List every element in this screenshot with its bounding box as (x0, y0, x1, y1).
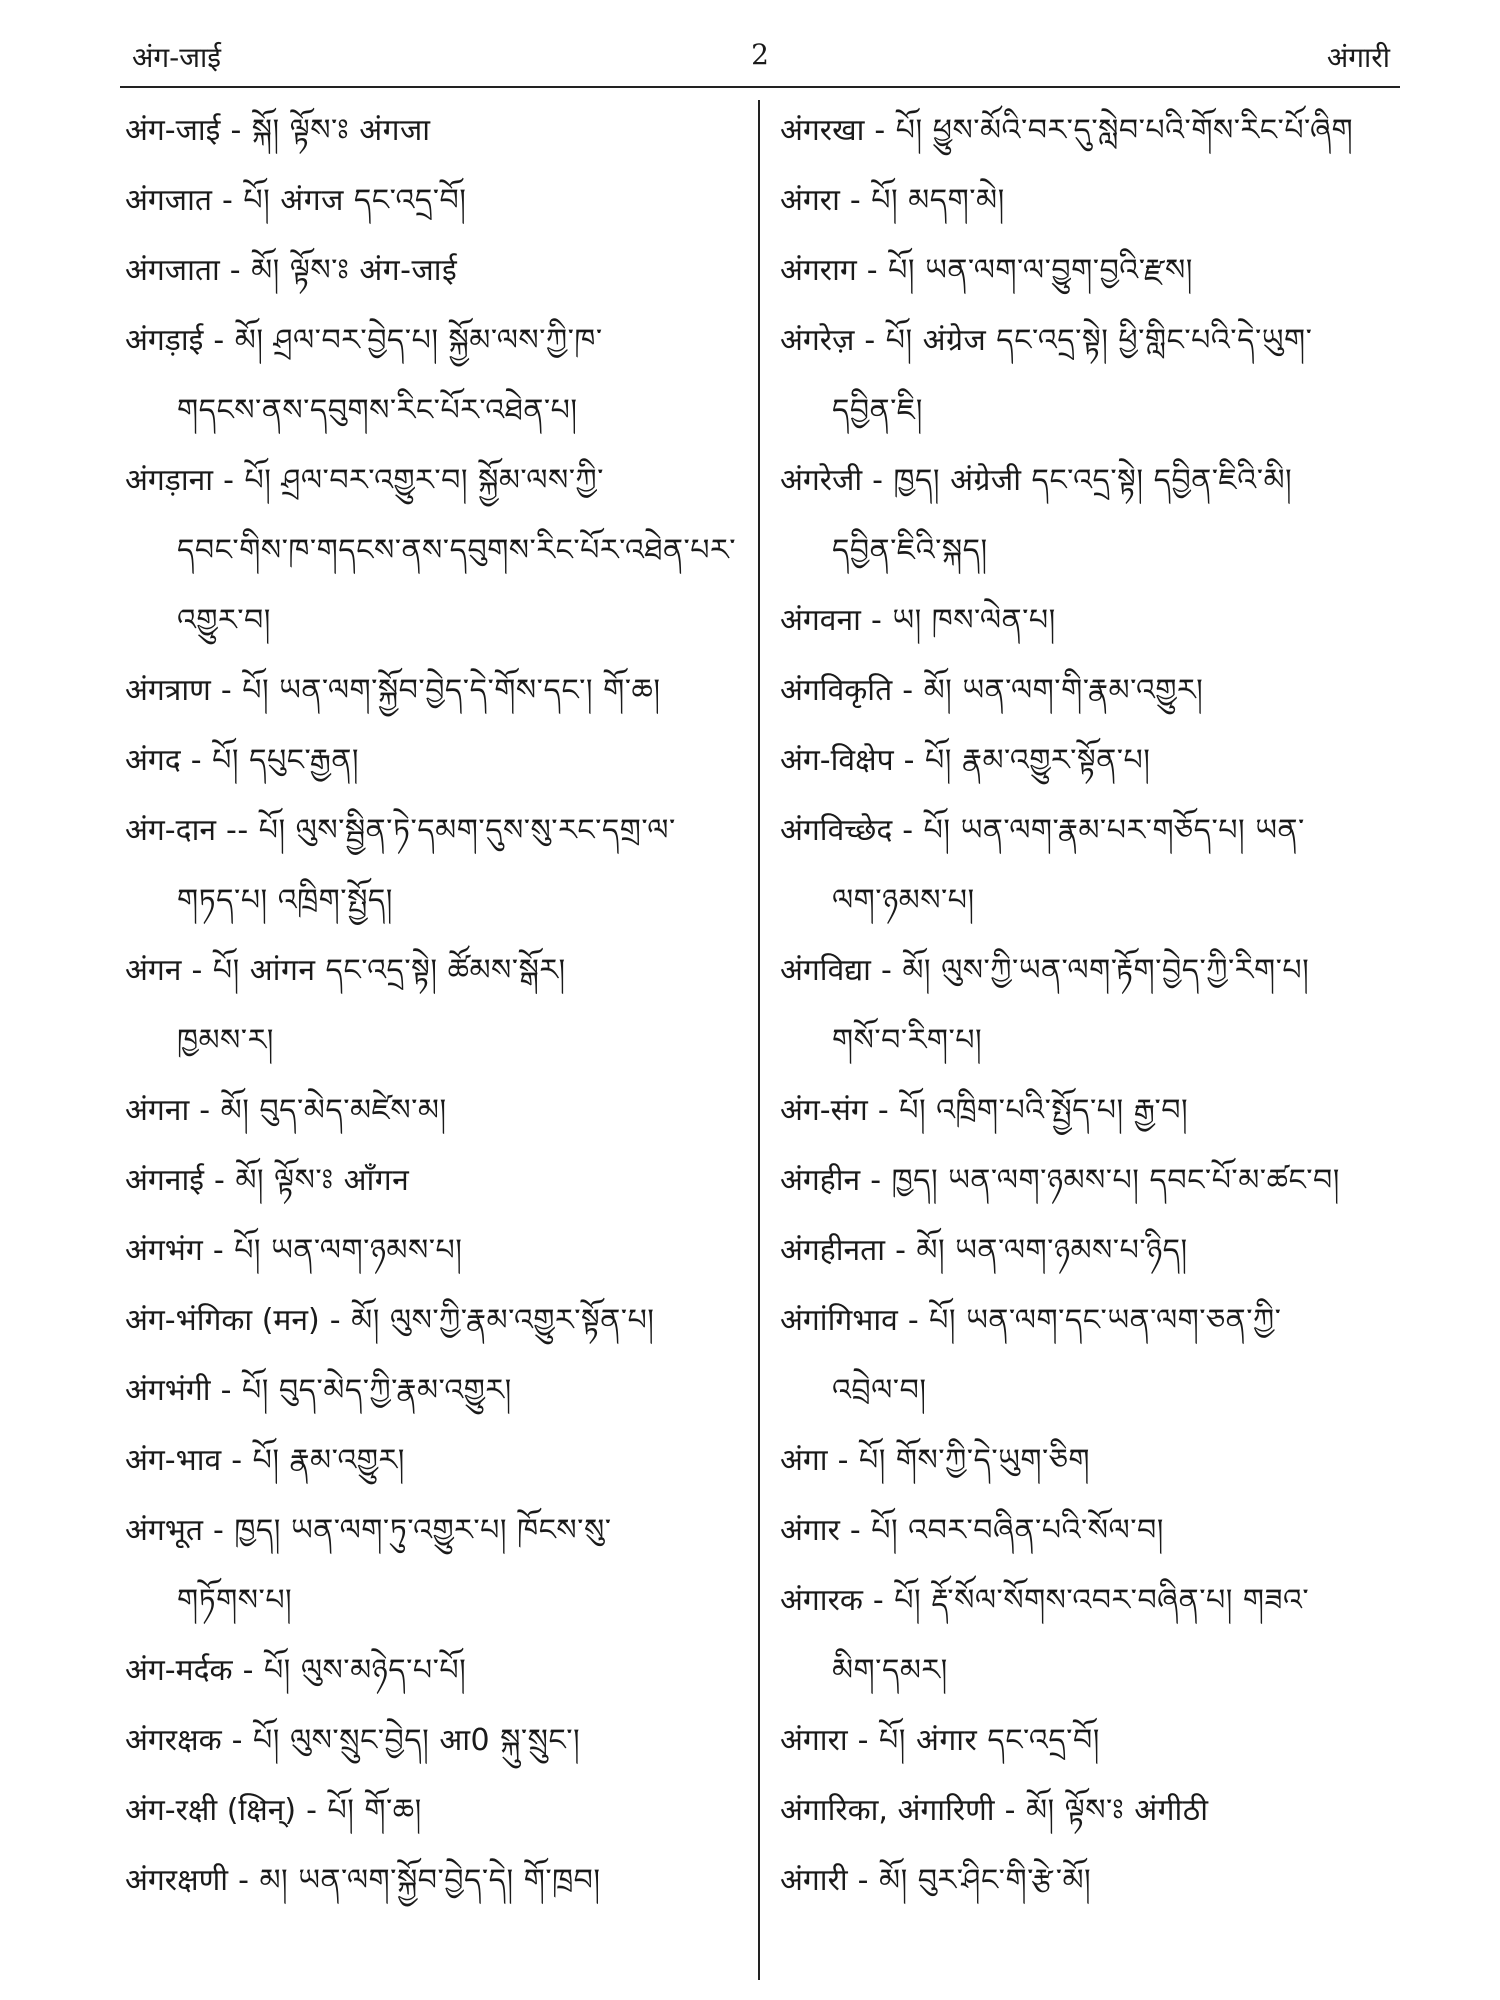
dictionary-entry (125, 306, 750, 376)
entry-definition: གདངས་ནས་དབུགས་རིང་པོར་འཐེན་པ། (177, 393, 578, 428)
entry-definition: - པོ། གོ་ཆ། (296, 1793, 422, 1828)
dictionary-entry (125, 1216, 750, 1286)
entry-definition: འགྱུར་བ། (177, 603, 271, 638)
entry-definition: ཁྱམས་ར། (177, 1023, 274, 1058)
entry-definition: མིག་དམར། (832, 1653, 948, 1688)
entry-definition: - པོ། འབར་བཞིན་པའི་སོལ་བ། (839, 1513, 1164, 1548)
dictionary-entry (125, 446, 750, 516)
dictionary-entry (780, 656, 1405, 726)
entry-headword: अंग-मर्दक (125, 1653, 233, 1688)
entry-headword: अंगारा (780, 1723, 848, 1758)
entry-headword: अंग-जाई (125, 113, 221, 148)
dictionary-entry (125, 1636, 750, 1706)
entry-definition: - པོ། ཡན་ལག་སྐྱོབ་བྱེད་དེ་གོས་དང་། གོ་ཆ། (210, 673, 661, 708)
entry-definition: - པོ། གོས་ཀྱི་དེ་ཡུག་ཅིག (827, 1443, 1091, 1478)
entry-definition: - པོ། ཡན་ལག་ཉམས་པ། (202, 1233, 463, 1268)
dictionary-entry (780, 1286, 1405, 1356)
dictionary-entry (780, 1496, 1405, 1566)
entry-continuation-line (780, 1006, 1405, 1076)
entry-definition: - པོ། དཔུང་རྒྱན། (180, 743, 360, 778)
dictionary-entry (125, 1076, 750, 1146)
entry-definition: - མོ། ལྟོས་ཿ अंग-जाई (219, 253, 458, 288)
entry-definition: གཏོགས་པ། (177, 1583, 293, 1618)
entry-definition: - པོ། འཁྲིག་པའི་སྤྱོད་པ། རྒྱ་བ། (867, 1093, 1189, 1128)
dictionary-entry (780, 936, 1405, 1006)
right-column (780, 96, 1405, 1916)
entry-headword: अंगरेजी (780, 463, 863, 498)
entry-definition: - པོ། ཕྱུས་མོའི་བར་དུ་སླེབ་པའི་གོས་རིང་པོ་ཞིག (864, 113, 1354, 148)
dictionary-entry (780, 166, 1405, 236)
entry-definition: - པོ། རྡོ་སོལ་སོགས་འབར་བཞིན་པ། གཟའ་ (862, 1583, 1310, 1618)
entry-definition: - མོ། ཡན་ལག་ཉམས་པ་ཉིད། (885, 1233, 1188, 1268)
entry-continuation-line (125, 866, 750, 936)
entry-definition: - མོ། ལྟོས་ཿ आँगन (203, 1163, 410, 1198)
entry-headword: अंग-दान (125, 813, 216, 848)
entry-continuation-line (780, 1636, 1405, 1706)
dictionary-entry (125, 726, 750, 796)
dictionary-entry (125, 1356, 750, 1426)
entry-definition: - མོ། ཤྲལ་བར་བྱེད་པ། སྐྱོམ་ལས་ཀྱི་ཁ་ (203, 323, 603, 358)
dictionary-entry (780, 306, 1405, 376)
entry-definition: - པོ། ལུས་མཉེད་པ་པོ། (232, 1653, 467, 1688)
header-rule (120, 86, 1400, 88)
right-guide-word: अंगारी (1326, 41, 1390, 74)
entry-headword: अंगारिका, अंगारिणी (780, 1793, 995, 1828)
entry-headword: अंगभंग (125, 1233, 203, 1268)
entry-headword: अंगार (780, 1513, 840, 1548)
entry-definition: - པོ། བུད་མེད་ཀྱི་རྣམ་འགྱུར། (210, 1373, 512, 1408)
dictionary-entry (780, 1216, 1405, 1286)
dictionary-entry (125, 1496, 750, 1566)
entry-continuation-line (780, 376, 1405, 446)
entry-definition: དབང་གིས་ཁ་གདངས་ནས་དབུགས་རིང་པོར་འཐེན་པར་ (177, 533, 737, 568)
dictionary-entry (125, 236, 750, 306)
entry-continuation-line (125, 1006, 750, 1076)
entry-headword: अंगरक्षणी (125, 1863, 229, 1898)
entry-continuation-line (125, 516, 750, 586)
entry-headword: अंग-संग (780, 1093, 868, 1128)
entry-headword: अंगजात (125, 183, 212, 218)
entry-definition: - མོ། བུར་ཤིང་གི་རྩེ་མོ། (847, 1863, 1092, 1898)
dictionary-entry (780, 1076, 1405, 1146)
entry-headword: अंगजाता (125, 253, 220, 288)
entry-continuation-line (125, 586, 750, 656)
entry-continuation-line (780, 866, 1405, 936)
entry-definition: - པོ། अंगार དང་འདྲ་བོ། (847, 1723, 1100, 1758)
entry-headword: अंगहीन (780, 1163, 861, 1198)
entry-headword: अंग-भाव (125, 1443, 222, 1478)
entry-definition: - པོ། आंगन དང་འདྲ་སྟེ། ཚོམས་སྒོར། (181, 953, 566, 988)
dictionary-entry (780, 1776, 1405, 1846)
dictionary-entry (125, 1286, 750, 1356)
entry-headword: अंगवना (780, 603, 861, 638)
entry-headword: अंगत्राण (125, 673, 211, 708)
entry-headword: अंगरक्षक (125, 1723, 222, 1758)
dictionary-entry (780, 236, 1405, 306)
dictionary-entry (125, 1426, 750, 1496)
dictionary-entry (780, 1146, 1405, 1216)
entry-headword: अंगभूत (125, 1513, 203, 1548)
entry-definition: - མོ། ལྟོས་ཿ अंगीठी (994, 1793, 1209, 1828)
entry-headword: अंग-विक्षेप (780, 743, 894, 778)
entry-definition: - མོ། ལུས་ཀྱི་ཡན་ལག་རྟོག་བྱེད་ཀྱི་རིག་པ། (870, 953, 1310, 988)
column-divider (758, 100, 760, 1980)
dictionary-entry (780, 1566, 1405, 1636)
dictionary-entry (780, 586, 1405, 656)
dictionary-entry (780, 796, 1405, 866)
dictionary-entry (780, 1426, 1405, 1496)
entry-definition: -- པོ། ལུས་སྦྱིན་ཏེ་དམག་དུས་སུ་རང་དགྲ་ལ་ (216, 813, 676, 848)
page-header (120, 30, 1400, 82)
entry-definition: - མོ། ལུས་ཀྱི་རྣམ་འགྱུར་སྟོན་པ། (319, 1303, 655, 1338)
entry-headword: अंगभंगी (125, 1373, 211, 1408)
dictionary-entry (125, 1776, 750, 1846)
entry-headword: अंगरेज़ (780, 323, 855, 358)
entry-definition: - པོ། རྣམ་འགྱུར་སྟོན་པ། (893, 743, 1151, 778)
entry-headword: अंगविद्या (780, 953, 871, 988)
left-guide-word: अंग-जाई (132, 41, 222, 74)
dictionary-entry (125, 796, 750, 866)
dictionary-entry (780, 446, 1405, 516)
entry-definition: - པོ། རྣམ་འགྱུར། (221, 1443, 405, 1478)
dictionary-entry (125, 1706, 750, 1776)
entry-definition: - མོ། བུད་མེད་མཛེས་མ། (189, 1093, 447, 1128)
entry-headword: अंगड़ाई (125, 323, 204, 358)
entry-headword: अंगनाई (125, 1163, 204, 1198)
entry-headword: अंगविकृति (780, 673, 893, 708)
entry-continuation-line (780, 1356, 1405, 1426)
entry-definition: དབྱིན་ཇི། (832, 393, 923, 428)
dictionary-entry (125, 166, 750, 236)
entry-definition: - སྐོ། ལྟོས་ཿ अंगजा (220, 113, 431, 148)
entry-headword: अंगरखा (780, 113, 865, 148)
entry-definition: - ཡ། ཁས་ལེན་པ། (860, 603, 1056, 638)
entry-continuation-line (125, 1566, 750, 1636)
dictionary-entry (780, 1706, 1405, 1776)
entry-definition: - པོ། ལུས་སྲུང་བྱེད། आ0 སྐུ་སྲུང་། (221, 1723, 581, 1758)
entry-headword: अंगविच्छेद (780, 813, 893, 848)
entry-definition: - པོ། अंग्रेज དང་འདྲ་སྟེ། ཕྱི་གླིང་པའི་དེ་ཡུག་ (854, 323, 1313, 358)
entry-definition: - པོ། ཡན་ལག་དང་ཡན་ལག་ཅན་ཀྱི་ (897, 1303, 1282, 1338)
entry-definition: དབྱིན་ཇིའི་སྐད། (832, 533, 988, 568)
entry-continuation-line (780, 516, 1405, 586)
entry-definition: - ཁྱད། अंग्रेजी དང་འདྲ་སྟེ། དབྱིན་ཇིའི་མི། (862, 463, 1293, 498)
entry-definition: - པོ། ཤྲལ་བར་འགྱུར་བ། སྐྱོམ་ལས་ཀྱི་ (213, 463, 604, 498)
entry-definition: - པོ། ཡན་ལག་ལ་བྱུག་བྱའི་རྫས། (856, 253, 1193, 288)
entry-definition: - པོ། མདག་མེ། (839, 183, 1005, 218)
dictionary-entry (125, 656, 750, 726)
entry-headword: अंग-रक्षी (क्षिन्) (125, 1793, 297, 1828)
entry-headword: अंगराग (780, 253, 857, 288)
page-number: 2 (751, 38, 769, 71)
dictionary-entry (125, 1146, 750, 1216)
entry-definition: འབྲེལ་བ། (832, 1373, 927, 1408)
entry-definition: - པོ། ཡན་ལག་རྣམ་པར་གཅོད་པ། ཡན་ (892, 813, 1305, 848)
entry-definition: - པོ། अंगज དང་འདྲ་བོ། (211, 183, 467, 218)
dictionary-entry (780, 726, 1405, 796)
entry-definition: - ཁྱད། ཡན་ལག་ཉམས་པ། དབང་པོ་མ་ཚང་བ། (860, 1163, 1340, 1198)
dictionary-entry (780, 1846, 1405, 1916)
entry-definition: - མ། ཡན་ལག་སྐྱོབ་བྱེད་དེ། གོ་ཁྲབ། (228, 1863, 601, 1898)
dictionary-entry (125, 936, 750, 1006)
entry-definition: གསོ་བ་རིག་པ། (832, 1023, 983, 1058)
entry-headword: अंगद (125, 743, 181, 778)
dictionary-entry (125, 1846, 750, 1916)
entry-headword: अंगा (780, 1443, 828, 1478)
entry-headword: अंगना (125, 1093, 190, 1128)
entry-definition: - མོ། ཡན་ལག་གི་རྣམ་འགྱུར། (892, 673, 1204, 708)
entry-definition: - ཁྱད། ཡན་ལག་ཏུ་འགྱུར་པ། ཁོངས་སུ་ (203, 1513, 612, 1548)
entry-continuation-line (125, 376, 750, 446)
dictionary-entry (125, 96, 750, 166)
entry-headword: अंगरा (780, 183, 840, 218)
entry-headword: अंगारक (780, 1583, 863, 1618)
entry-headword: अंगांगिभाव (780, 1303, 898, 1338)
entry-definition: ལག་ཉམས་པ། (832, 883, 975, 918)
entry-definition: གཏད་པ། འཁྲིག་སྤྱོད། (177, 883, 393, 918)
entry-headword: अंगड़ाना (125, 463, 214, 498)
dictionary-entry (780, 96, 1405, 166)
left-column (125, 96, 750, 1916)
entry-headword: अंगन (125, 953, 182, 988)
entry-headword: अंगहीनता (780, 1233, 886, 1268)
entry-headword: अंग-भंगिका (मन) (125, 1303, 320, 1338)
entry-headword: अंगारी (780, 1863, 848, 1898)
